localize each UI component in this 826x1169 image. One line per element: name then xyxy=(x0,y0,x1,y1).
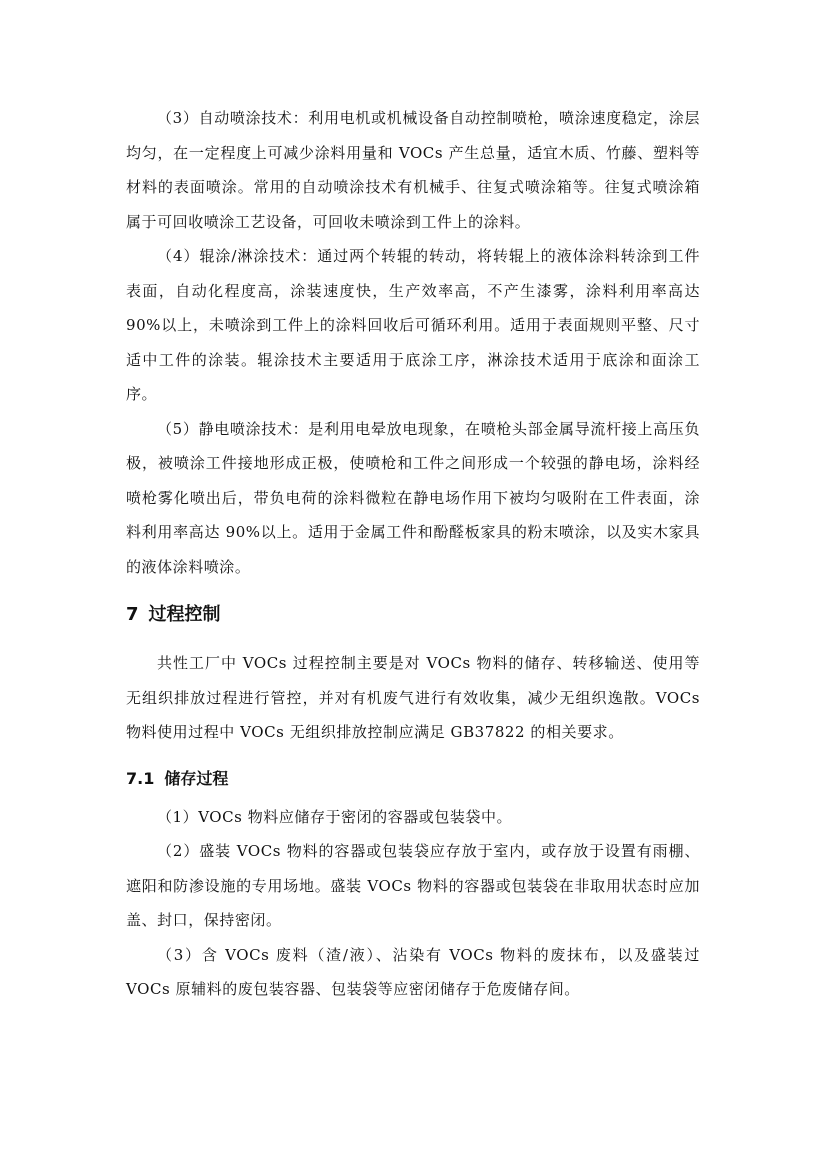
section-7-heading xyxy=(126,601,700,629)
paragraph-auto-spray: （3）自动喷涂技术：利用电机或机械设备自动控制喷枪，喷涂速度稳定，涂层均匀，在一定程度上可减少涂料用量和 VOCs 产生总量，适宜木质、竹藤、塑料等材料的表面喷涂。常用的自动喷涂技术有机械手、往复式喷涂箱等。往复式喷涂箱属于可回收喷涂工艺设备，可回收未喷涂到工件上的涂料。 xyxy=(126,109,700,231)
section-7-intro: 共性工厂中 VOCs 过程控制主要是对 VOCs 物料的储存、转移输送、使用等无组织排放过程进行管控，并对有机废气进行有效收集，减少无组织逸散。VOCs 物料使用过程中 VOCs 无组织排放控制应满足 GB37822 的相关要求。 xyxy=(126,654,700,741)
storage-item-2: （2）盛装 VOCs 物料的容器或包装袋应存放于室内，或存放于设置有雨棚、遮阳和防渗设施的专用场地。盛装 VOCs 物料的容器或包装袋在非取用状态时应加盖、封口，保持密闭。 xyxy=(126,842,700,929)
paragraph-roll-curtain-coating: （4）辊涂/淋涂技术：通过两个转辊的转动，将转辊上的液体涂料转涂到工件表面，自动化程度高，涂装速度快，生产效率高，不产生漆雾，涂料利用率高达 90%以上，未喷涂到工件上的涂料回收后可循环利用。适用于表面规则平整、尺寸适中工件的涂装。辊涂技术主要适用于底涂工序，淋涂技术适用于底涂和面涂工序。 xyxy=(126,247,700,403)
section-7-1-title: 储存过程 xyxy=(164,768,229,788)
section-7-title: 过程控制 xyxy=(148,604,221,625)
section-7-number: 7 xyxy=(126,604,139,625)
section-7-1-number: 7.1 xyxy=(126,768,155,788)
storage-item-3: （3）含 VOCs 废料（渣/液）、沾染有 VOCs 物料的废抹布，以及盛装过 VOCs 原辅料的废包装容器、包装袋等应密闭储存于危废储存间。 xyxy=(126,945,700,998)
page-content xyxy=(126,101,700,1007)
storage-item-1: （1）VOCs 物料应储存于密闭的容器或包装袋中。 xyxy=(157,807,513,826)
section-7-1-heading xyxy=(126,766,700,792)
paragraph-electrostatic-spray: （5）静电喷涂技术：是利用电晕放电现象，在喷枪头部金属导流杆接上高压负极，被喷涂工件接地形成正极，使喷枪和工件之间形成一个较强的静电场，涂料经喷枪雾化喷出后，带负电荷的涂料微粒在静电场作用下被均匀吸附在工件表面，涂料利用率高达 90%以上。适用于金属工件和酚醛板家具的粉末喷涂，以及实木家具的液体涂料喷涂。 xyxy=(126,419,700,576)
